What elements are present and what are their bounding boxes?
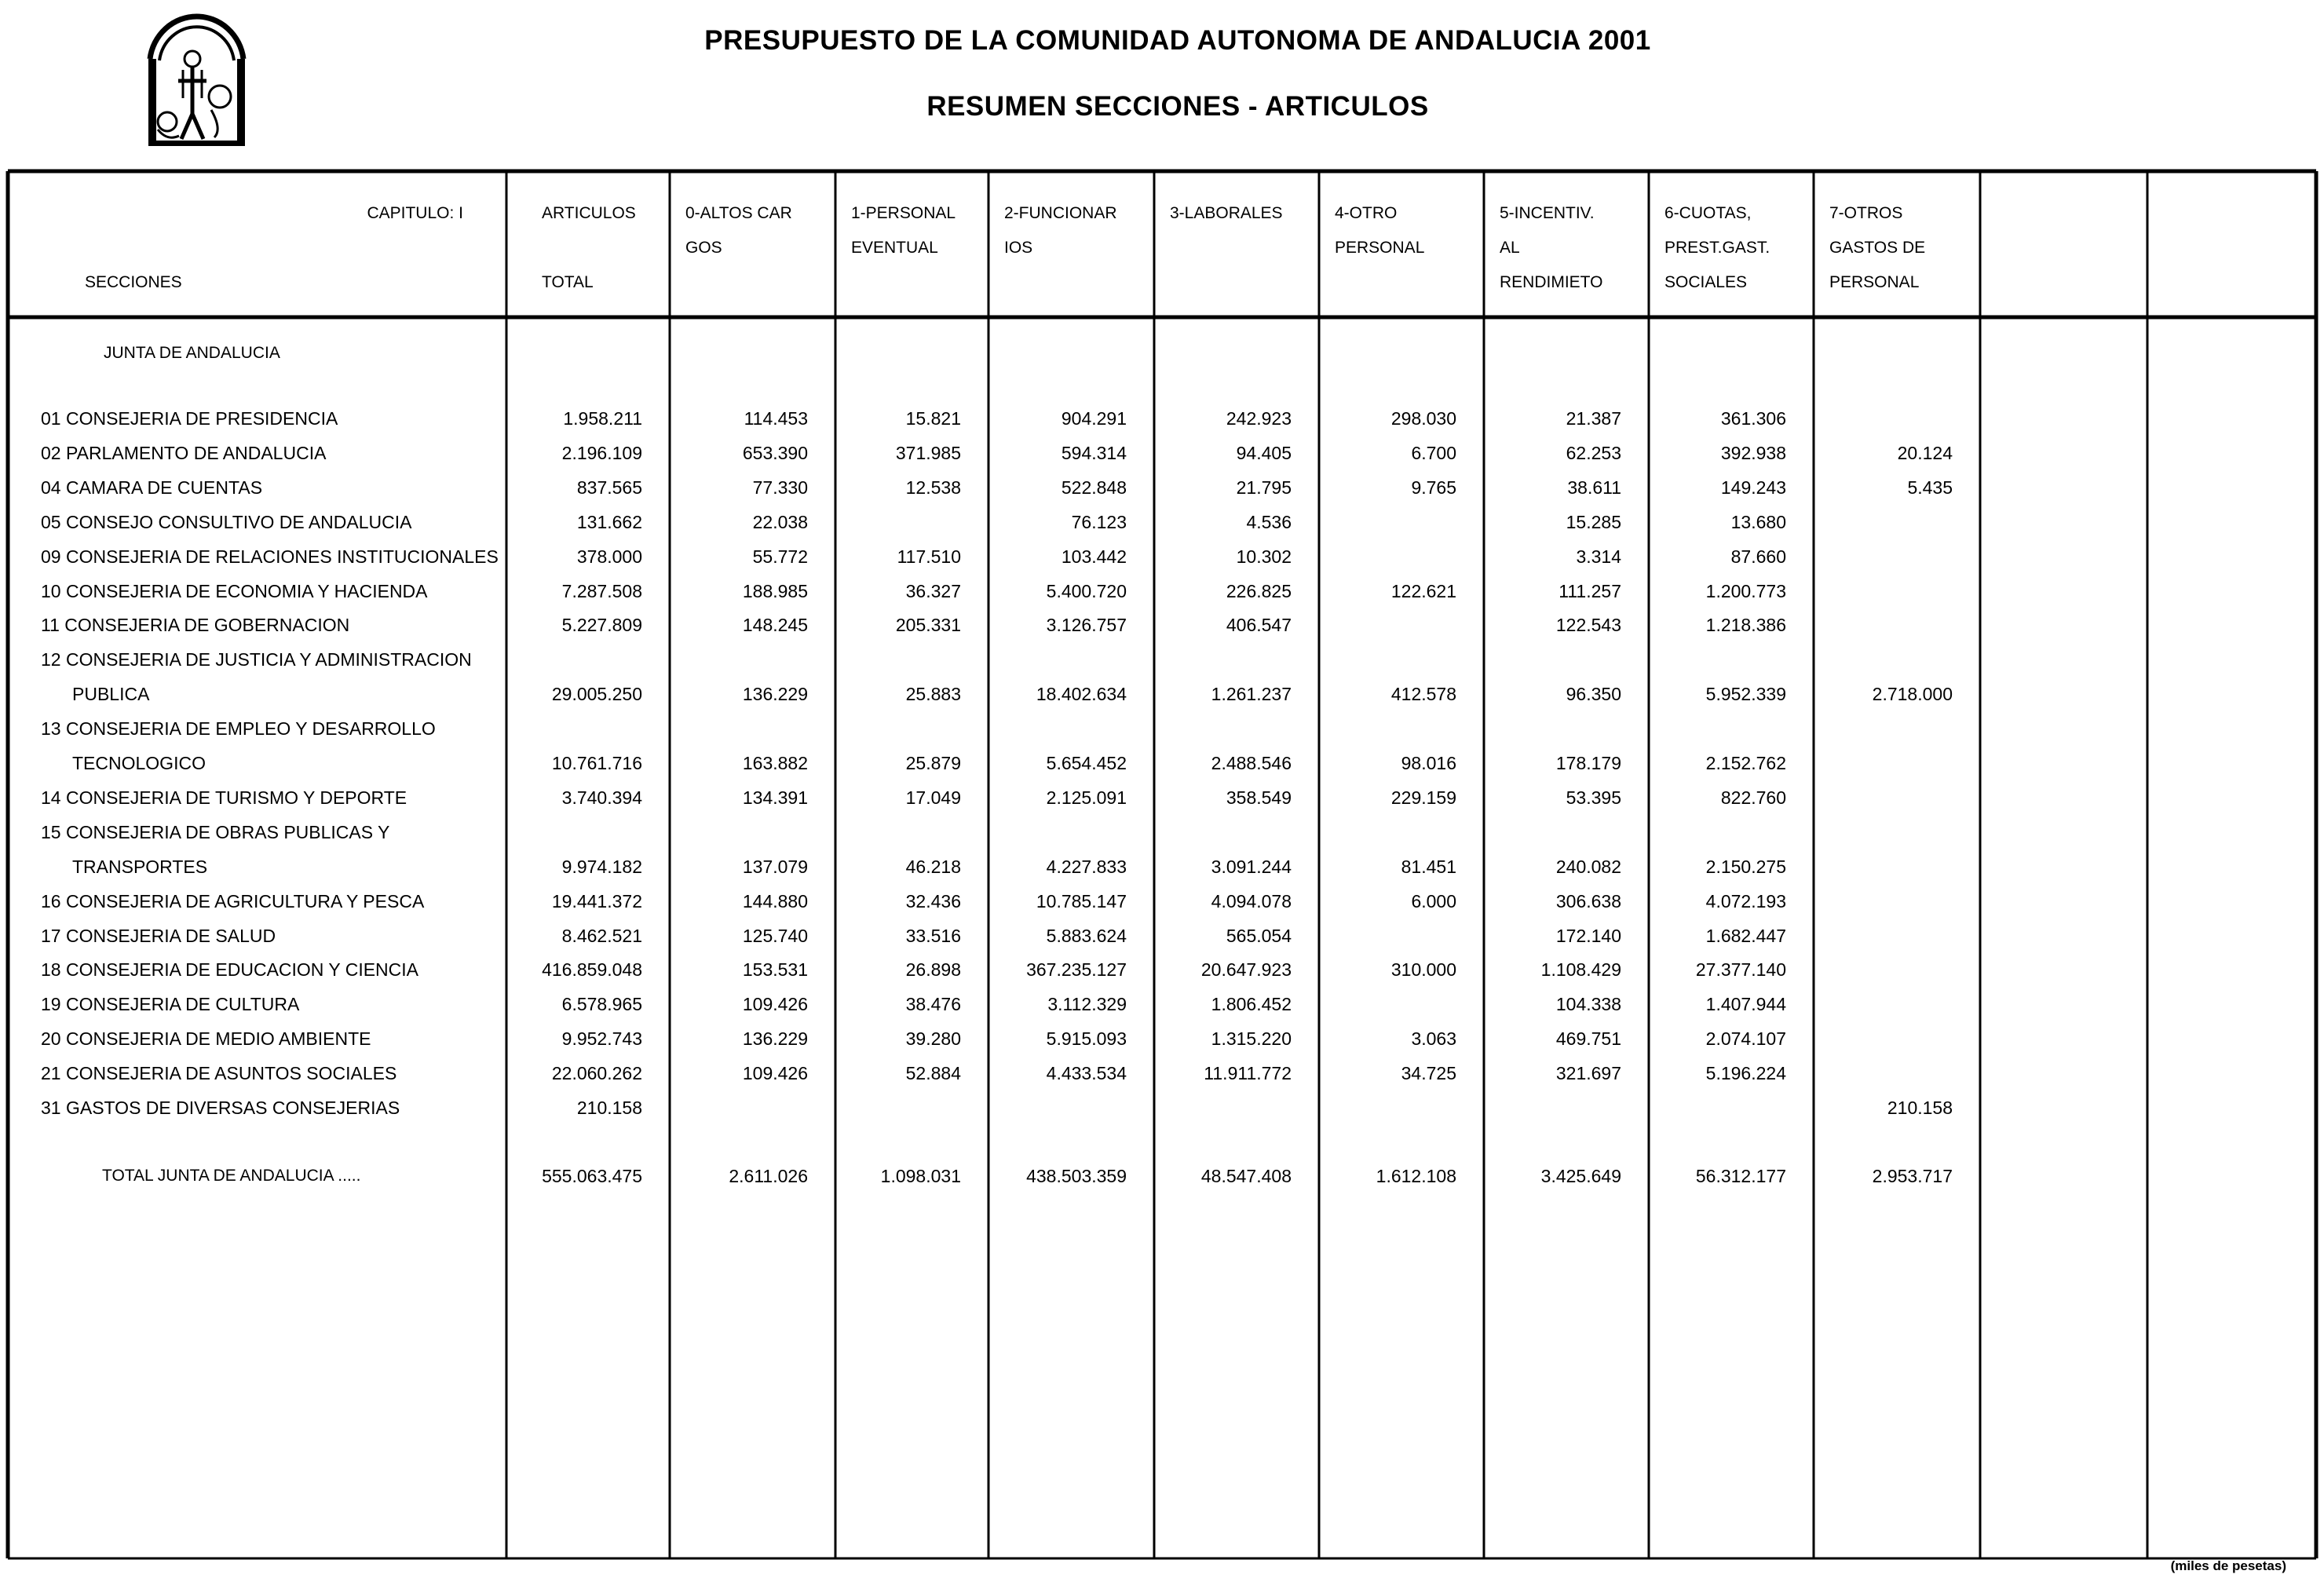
value-cell: 9.974.182: [561, 856, 642, 877]
value-cell: 125.740: [742, 925, 808, 946]
total-value-cell: 1.098.031: [880, 1166, 961, 1186]
value-cell: 149.243: [1720, 477, 1786, 498]
total-value-cell: 2.611.026: [729, 1166, 808, 1186]
value-cell: 25.879: [905, 753, 961, 773]
value-cell: 1.682.447: [1705, 925, 1786, 946]
row-label: 10 CONSEJERIA DE ECONOMIA Y HACIENDA: [41, 580, 428, 601]
value-cell: 134.391: [742, 787, 808, 808]
row-label: 13 CONSEJERIA DE EMPLEO Y DESARROLLO: [41, 718, 436, 740]
value-cell: 22.060.262: [551, 1063, 642, 1084]
row-label: 17 CONSEJERIA DE SALUD: [41, 925, 276, 946]
value-cell: 298.030: [1390, 408, 1456, 429]
value-cell: 3.314: [1576, 546, 1621, 567]
row-label: 21 CONSEJERIA DE ASUNTOS SOCIALES: [41, 1063, 397, 1084]
value-cell: 361.306: [1720, 408, 1786, 429]
value-cell: 148.245: [742, 615, 808, 636]
value-cell: 378.000: [576, 546, 642, 567]
column-header: GOS: [685, 239, 722, 257]
value-cell: 6.700: [1411, 442, 1456, 463]
row-label: 19 CONSEJERIA DE CULTURA: [41, 994, 300, 1015]
value-cell: 392.938: [1720, 442, 1786, 463]
value-cell: 594.314: [1061, 442, 1127, 463]
value-cell: 114.453: [744, 408, 808, 429]
value-cell: 6.000: [1411, 890, 1456, 911]
value-cell: 53.395: [1566, 787, 1621, 808]
value-cell: 62.253: [1566, 442, 1621, 463]
value-cell: 4.433.534: [1046, 1063, 1127, 1084]
row-label: 12 CONSEJERIA DE JUSTICIA Y ADMINISTRACION: [41, 649, 472, 670]
value-cell: 5.952.339: [1705, 684, 1786, 705]
column-header: 6-CUOTAS,: [1664, 204, 1752, 222]
value-cell: 188.985: [742, 580, 808, 601]
value-cell: 38.611: [1567, 477, 1621, 498]
value-cell: 10.785.147: [1036, 890, 1127, 911]
value-cell: 172.140: [1555, 925, 1621, 946]
value-cell: 131.662: [576, 511, 642, 532]
value-cell: 2.125.091: [1046, 787, 1127, 808]
group-label: JUNTA DE ANDALUCIA: [104, 344, 280, 362]
row-label: 09 CONSEJERIA DE RELACIONES INSTITUCIONALES: [41, 546, 499, 567]
value-cell: 5.654.452: [1046, 753, 1127, 773]
value-cell: 4.227.833: [1046, 856, 1127, 877]
value-cell: 4.536: [1246, 511, 1292, 532]
column-header: 0-ALTOS CAR: [685, 204, 792, 222]
value-cell: 4.072.193: [1705, 890, 1786, 911]
column-header: AL: [1500, 239, 1520, 257]
value-cell: 904.291: [1061, 408, 1127, 429]
value-cell: 5.196.224: [1705, 1063, 1786, 1084]
units-note: (miles de pesetas): [2170, 1558, 2286, 1573]
value-cell: 55.772: [752, 546, 808, 567]
value-cell: 3.126.757: [1046, 615, 1127, 636]
value-cell: 10.302: [1236, 546, 1292, 567]
value-cell: 3.091.244: [1211, 856, 1292, 877]
value-cell: 13.680: [1730, 511, 1786, 532]
column-header: SOCIALES: [1664, 273, 1748, 291]
column-header: 5-INCENTIV.: [1500, 204, 1595, 222]
value-cell: 2.150.275: [1705, 856, 1786, 877]
value-cell: 8.462.521: [561, 925, 642, 946]
value-cell: 210.158: [576, 1098, 642, 1118]
column-header: RENDIMIETO: [1500, 273, 1603, 291]
page-subtitle: RESUMEN SECCIONES - ARTICULOS: [926, 91, 1429, 122]
row-label: 05 CONSEJO CONSULTIVO DE ANDALUCIA: [41, 511, 412, 532]
row-label: 01 CONSEJERIA DE PRESIDENCIA: [41, 408, 338, 429]
row-label: 16 CONSEJERIA DE AGRICULTURA Y PESCA: [41, 890, 425, 911]
value-cell: 226.825: [1226, 580, 1292, 601]
value-cell: 109.426: [742, 994, 808, 1015]
total-value-cell: 1.612.108: [1376, 1166, 1456, 1186]
value-cell: 81.451: [1401, 856, 1456, 877]
value-cell: 163.882: [742, 753, 808, 773]
value-cell: 36.327: [905, 580, 961, 601]
value-cell: 2.718.000: [1872, 684, 1953, 705]
value-cell: 229.159: [1390, 787, 1456, 808]
value-cell: 22.038: [752, 511, 808, 532]
value-cell: 144.880: [742, 890, 808, 911]
value-cell: 205.331: [895, 615, 961, 636]
column-header: 3-LABORALES: [1170, 204, 1283, 222]
value-cell: 5.915.093: [1046, 1028, 1127, 1050]
row-label: 04 CAMARA DE CUENTAS: [41, 477, 263, 498]
value-cell: 11.911.772: [1204, 1063, 1292, 1084]
value-cell: 19.441.372: [551, 890, 642, 911]
value-cell: 25.883: [905, 684, 961, 705]
row-label: TECNOLOGICO: [72, 753, 206, 773]
value-cell: 109.426: [742, 1063, 808, 1084]
value-cell: 5.400.720: [1046, 580, 1127, 601]
value-cell: 136.229: [742, 684, 808, 705]
value-cell: 1.315.220: [1211, 1028, 1292, 1050]
value-cell: 242.923: [1226, 408, 1292, 429]
value-cell: 122.621: [1390, 580, 1456, 601]
value-cell: 178.179: [1555, 753, 1621, 773]
value-cell: 20.124: [1897, 442, 1953, 463]
value-cell: 96.350: [1566, 684, 1621, 705]
value-cell: 15.821: [905, 408, 961, 429]
column-header: ARTICULOS: [542, 204, 636, 222]
value-cell: 21.387: [1566, 408, 1621, 429]
value-cell: 103.442: [1061, 546, 1127, 567]
value-cell: 12.538: [905, 477, 961, 498]
value-cell: 98.016: [1401, 753, 1456, 773]
row-label: 11 CONSEJERIA DE GOBERNACION: [41, 615, 350, 636]
value-cell: 2.152.762: [1705, 753, 1786, 773]
value-cell: 1.200.773: [1705, 580, 1786, 601]
value-cell: 1.806.452: [1211, 994, 1292, 1015]
value-cell: 39.280: [905, 1028, 961, 1050]
value-cell: 565.054: [1226, 925, 1292, 946]
value-cell: 2.488.546: [1211, 753, 1292, 773]
total-label: TOTAL JUNTA DE ANDALUCIA .....: [102, 1167, 361, 1185]
value-cell: 2.074.107: [1705, 1028, 1786, 1050]
total-value-cell: 438.503.359: [1026, 1166, 1127, 1186]
value-cell: 111.257: [1558, 580, 1621, 601]
column-header: 1-PERSONAL: [851, 204, 956, 222]
value-cell: 34.725: [1401, 1063, 1456, 1084]
value-cell: 17.049: [905, 787, 961, 808]
value-cell: 5.435: [1907, 477, 1953, 498]
value-cell: 367.235.127: [1026, 959, 1127, 981]
value-cell: 136.229: [742, 1028, 808, 1050]
value-cell: 18.402.634: [1036, 684, 1127, 705]
row-label: 20 CONSEJERIA DE MEDIO AMBIENTE: [41, 1028, 371, 1050]
value-cell: 33.516: [905, 925, 961, 946]
value-cell: 117.510: [897, 546, 961, 567]
value-cell: 522.848: [1061, 477, 1127, 498]
value-cell: 1.218.386: [1705, 615, 1786, 636]
value-cell: 21.795: [1236, 477, 1292, 498]
value-cell: 1.108.429: [1540, 959, 1621, 981]
column-header: PERSONAL: [1829, 273, 1920, 291]
total-value-cell: 56.312.177: [1695, 1166, 1786, 1186]
total-value-cell: 555.063.475: [542, 1166, 642, 1186]
value-cell: 15.285: [1566, 511, 1621, 532]
value-cell: 310.000: [1390, 959, 1456, 981]
value-cell: 9.952.743: [561, 1028, 642, 1050]
column-header: GASTOS DE: [1829, 239, 1926, 257]
value-cell: 52.884: [905, 1063, 961, 1084]
column-header: PREST.GAST.: [1664, 239, 1770, 257]
value-cell: 77.330: [752, 477, 808, 498]
row-label: TRANSPORTES: [72, 856, 208, 877]
value-cell: 32.436: [905, 890, 961, 911]
column-header: EVENTUAL: [851, 239, 938, 257]
value-cell: 87.660: [1730, 546, 1786, 567]
value-cell: 5.227.809: [561, 615, 642, 636]
value-cell: 371.985: [895, 442, 961, 463]
value-cell: 837.565: [576, 477, 642, 498]
value-cell: 469.751: [1555, 1028, 1621, 1050]
row-label: 14 CONSEJERIA DE TURISMO Y DEPORTE: [41, 787, 407, 808]
value-cell: 1.958.211: [563, 408, 642, 429]
value-cell: 210.158: [1887, 1098, 1953, 1118]
value-cell: 153.531: [742, 959, 808, 981]
value-cell: 1.261.237: [1211, 684, 1292, 705]
value-cell: 7.287.508: [561, 580, 642, 601]
value-cell: 412.578: [1390, 684, 1456, 705]
value-cell: 1.407.944: [1705, 994, 1786, 1015]
value-cell: 9.765: [1411, 477, 1456, 498]
column-header: 2-FUNCIONAR: [1004, 204, 1117, 222]
value-cell: 4.094.078: [1211, 890, 1292, 911]
row-label: 31 GASTOS DE DIVERSAS CONSEJERIAS: [41, 1098, 400, 1118]
value-cell: 27.377.140: [1695, 959, 1786, 981]
value-cell: 122.543: [1555, 615, 1621, 636]
row-label: 15 CONSEJERIA DE OBRAS PUBLICAS Y: [41, 821, 390, 842]
capitulo-label: CAPITULO: I: [367, 204, 463, 222]
row-label: 18 CONSEJERIA DE EDUCACION Y CIENCIA: [41, 959, 419, 981]
value-cell: 5.883.624: [1046, 925, 1127, 946]
value-cell: 20.647.923: [1200, 959, 1292, 981]
total-value-cell: 48.547.408: [1200, 1166, 1292, 1186]
value-cell: 406.547: [1226, 615, 1292, 636]
value-cell: 3.112.329: [1047, 994, 1127, 1015]
value-cell: 3.740.394: [561, 787, 642, 808]
value-cell: 26.898: [905, 959, 961, 981]
value-cell: 104.338: [1555, 994, 1621, 1015]
value-cell: 321.697: [1555, 1063, 1621, 1084]
value-cell: 10.761.716: [551, 753, 642, 773]
total-value-cell: 2.953.717: [1872, 1166, 1953, 1186]
column-header: PERSONAL: [1335, 239, 1425, 257]
row-label: 02 PARLAMENTO DE ANDALUCIA: [41, 442, 327, 463]
value-cell: 306.638: [1555, 890, 1621, 911]
column-header: 7-OTROS: [1829, 204, 1903, 222]
value-cell: 76.123: [1071, 511, 1127, 532]
value-cell: 653.390: [742, 442, 808, 463]
total-value-cell: 3.425.649: [1540, 1166, 1621, 1186]
column-header: IOS: [1004, 239, 1033, 257]
value-cell: 6.578.965: [561, 994, 642, 1015]
column-header: TOTAL: [542, 273, 594, 291]
value-cell: 38.476: [905, 994, 961, 1015]
value-cell: 94.405: [1236, 442, 1292, 463]
value-cell: 137.079: [742, 856, 808, 877]
value-cell: 822.760: [1720, 787, 1786, 808]
value-cell: 3.063: [1411, 1028, 1456, 1050]
page-title: PRESUPUESTO DE LA COMUNIDAD AUTONOMA DE ANDALUCIA 2001: [704, 25, 1651, 56]
secciones-header: SECCIONES: [85, 273, 182, 291]
value-cell: 240.082: [1555, 856, 1621, 877]
row-label: PUBLICA: [72, 684, 150, 705]
value-cell: 29.005.250: [551, 684, 642, 705]
value-cell: 416.859.048: [542, 959, 642, 981]
value-cell: 2.196.109: [561, 442, 642, 463]
value-cell: 46.218: [905, 856, 961, 877]
value-cell: 358.549: [1226, 787, 1292, 808]
column-header: 4-OTRO: [1335, 204, 1398, 222]
